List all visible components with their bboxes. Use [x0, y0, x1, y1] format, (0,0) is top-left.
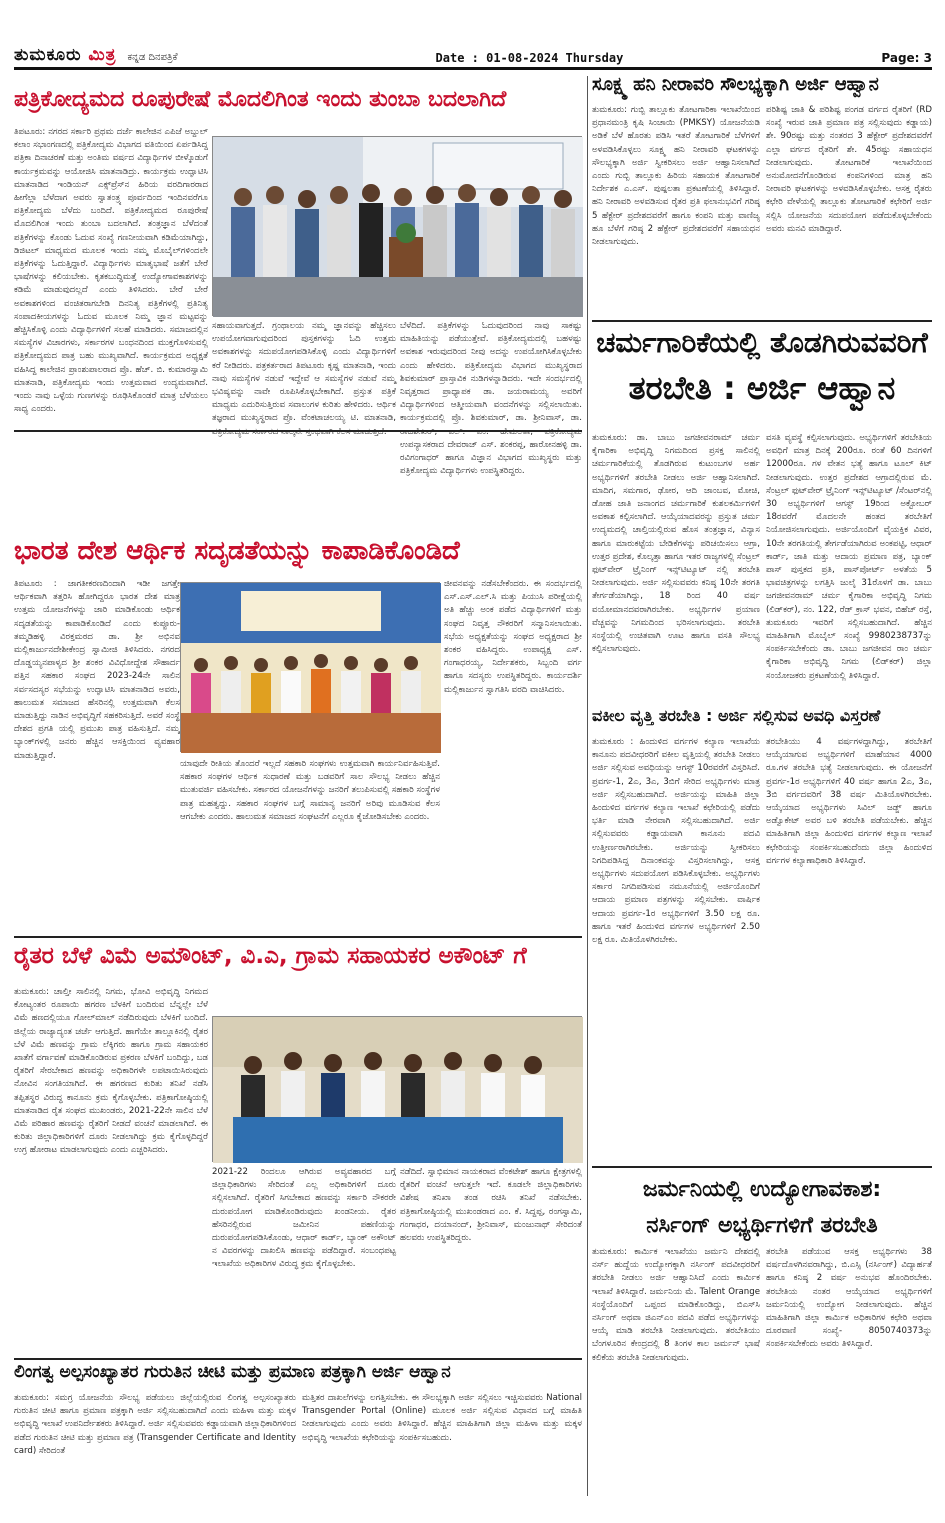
article-economy-col1: ತಿಪಟೂರು : ಜಾಗತೀಕರಣದಿಂದಾಗಿ ಇಡೀ ಜಗತ್ತೇ ಆರ್ಥಿಕವಾಗಿ ತತ್ತರಿಸಿ ಹೋಗಿದ್ದರೂ ಭಾರತ ದೇಶ ಮಾತ್ರ ಉತ್ತಮ ಯೋಜನೆಗಳನ್ನು ಜಾರಿ ಮಾಡಿಕೊಂಡು ಆರ್ಥಿಕ ಸದೃಡತೆಯನ್ನು ಕಾಪಾಡಿಕೊಂಡಿದೆ ಎಂದು ಕುಪ್ಪೂರು-ತಮ್ಮಡಿಹಳ್ಳಿ ವಿರಕ್ತಮಠದ ಡಾ. ಶ್ರೀ ಅಭಿನವ ಮಲ್ಲಿಕಾರ್ಜುನದೇಶೀಕೇಂದ್ರ ಸ್ವಾಮೀಜಿ ತಿಳಿಸಿದರು. ನಗರದ ದೊಡ್ಡಯ್ಯನಪಾಳ್ಯದ ಶ್ರೀ ಶಂಕರ ವಿವಿಧೋದ್ದೇಶ ಸೌಹಾರ್ದ ಪತ್ತಿನ ಸಹಕಾರ ಸಂಘದ 2023-24ನೇ ಸಾಲಿನ ಸರ್ವಸದಸ್ಯರ ಸಭೆಯನ್ನು ಉದ್ಘಾಟಿಸಿ ಮಾತನಾಡಿದ ಅವರು, ಹಾಲುಮತ ಸಮಾಜದ ಹೆಸರಿನಲ್ಲಿ ಉತ್ತಮವಾಗಿ ಕೆಲಸ ಮಾಡುತ್ತಿದ್ದು ನಾಡಿನ ಅಭಿವೃದ್ಧಿಗೆ ಸಹಕರಿಸುತ್ತಿದೆ. ಅವರೆ ಸಂಸ್ಥೆ ದೇಶದ ಪ್ರಗತಿ ಯಲ್ಲಿ ಪ್ರಮುಖ ಪಾತ್ರ ವಹಿಸುತ್ತಿದೆ. ನಮ್ಮ ಬ್ಯಾಂಕ್‌ಗಳಲ್ಲಿ ಜನರು ಹೆಚ್ಚಿನ ಆಸಕ್ತಿಯಿಂದ ವ್ಯವಹಾರ ಮಾಡುತ್ತಿದ್ದಾರೆ. — [14, 579, 180, 761]
photo-cooperative-meeting — [180, 582, 440, 752]
article-journalism-col2: ಸಹಾಯವಾಗುತ್ತದೆ. ಗ್ರಂಥಾಲಯ ನಮ್ಮ ಜ್ಞಾನವನ್ನು ಹೆಚ್ಚಿಸಲು ಉಪಯೋಗವಾಗುವುದರಿಂದ ಪುಸ್ತಕಗಳನ್ನು ಓದಿ ಉತ್ತಮ ಅವಕಾಶಗಳನ್ನು ಸದುಪಯೋಗಪಡಿಸಿಕೊಳ್ಳಿ ಎಂದು ವಿದ್ಯಾರ್ಥಿಗಳಿಗೆ ಕರೆ ನೀಡಿದರು. ಪತ್ರಕರ್ತರಾದ ತಿಪಟೂರು ಕೃಷ್ಣ ಮಾತನಾಡಿ, ಇಂದು ನಾವು ಸಮಸ್ಯೆಗಳ ನಡುವೆ ಇದ್ದೇವೆ ಆ ಸಮಸ್ಯೆಗಳ ನಡುವೆ ನಮ್ಮ ಭವಿಷ್ಯವನ್ನು ನಾವೇ ರೂಪಿಸಿಕೊಳ್ಳಬೇಕಾಗಿದೆ. ಪ್ರಸ್ತುತ ಪತ್ರಿಕೆ ಮಾಧ್ಯಮ ಎದುರಿಸುತ್ತಿರುವ ಸವಾಲುಗಳ ಕುರಿತು ಹೇಳಿದರು. ಆರ್ಥಿಕ ತಜ್ಞರಾದ ಮುಖ್ಯಸ್ಥರಾದ ಪ್ರೊ. ವೆಂಕಟಾಚಲಯ್ಯ ಟಿ. ಮಾತನಾಡಿ, — [212, 321, 396, 424]
headline-leather-training-line2: ತರಬೇತಿ : ಅರ್ಜಿ ಆಹ್ವಾನ — [628, 369, 896, 407]
article-economy-col2: ಯಾವುದೇ ರೀತಿಯ ತೊಂದರೆ ಇಲ್ಲದೆ ಸಹಕಾರಿ ಸಂಘಗಳು ಉತ್ತಮವಾಗಿ ಕಾರ್ಯನಿರ್ವಹಿಸುತ್ತಿವೆ. ಸಹಕಾರ ಸಂಘಗಳ ಆರ್ಥಿಕ ಸುಧಾರಣೆ ಮತ್ತು ಬಡವರಿಗೆ ಸಾಲ ಸೌಲಭ್ಯ ನೀಡಲು ಹೆಚ್ಚಿನ ಮುತುವರ್ಜಿ ವಹಿಸಬೇಕು. ಸರ್ಕಾರದ ಯೋಜನೆಗಳನ್ನು ಜನರಿಗೆ ತಲುಪಿಸುವಲ್ಲಿ ಸಹಕಾರಿ ಸಂಸ್ಥೆಗಳ ಪಾತ್ರ ಮಹತ್ವದ್ದು. ಸಹಕಾರ ಸಂಘಗಳ ಬಗ್ಗೆ ಸಾಮಾನ್ಯ ಜನರಿಗೆ ಅರಿವು ಮೂಡಿಸುವ ಕೆಲಸ ಆಗಬೇಕು ಎಂದರು. ಹಾಲುಮತ ಸಮಾಜದ ಸಂಘಟನೆಗೆ ಎಲ್ಲರೂ ಕೈಜೋಡಿಸಬೇಕು ಎಂದರು. — [180, 759, 440, 822]
headline-drip-irrigation: ಸೂಕ್ಷ್ಮ ಹನಿ ನೀರಾವರಿ ಸೌಲಭ್ಯಕ್ಕಾಗಿ ಅರ್ಜಿ ಆಹ್ವಾನ — [592, 74, 879, 95]
article-advocate-col1: ತುಮಕೂರು : ಹಿಂದುಳಿದ ವರ್ಗಗಳ ಕಲ್ಯಾಣ ಇಲಾಖೆಯ ಕಾನೂನು ಪದವೀಧರರಿಗೆ ವಕೀಲ ವೃತ್ತಿಯಲ್ಲಿ ತರಬೇತಿ ನೀಡಲು ಅರ್ಜಿ ಸಲ್ಲಿಸುವ ಅವಧಿಯನ್ನು ಆಗಸ್ಟ್ 10ರವರೆಗೆ ವಿಸ್ತರಿಸಿದೆ. ಪ್ರವರ್ಗ-1, 2ಎ, 3ಎ, 3ಬಿಗೆ ಸೇರಿದ ಅಭ್ಯರ್ಥಿಗಳು ಮಾತ್ರ ಅರ್ಜಿ ಸಲ್ಲಿಸಬಹುದಾಗಿದೆ. ಅರ್ಜಿಯನ್ನು ಮಾಹಿತಿ ಜಿಲ್ಲಾ ಹಿಂದುಳಿದ ವರ್ಗಗಳ ಕಲ್ಯಾಣ ಇಲಾಖೆ ಕಛೇರಿಯಲ್ಲಿ ಪಡೆದು ಭರ್ತಿ ಮಾಡಿ ನೇರವಾಗಿ ಸಲ್ಲಿಸಬಹುದಾಗಿದೆ. ಅರ್ಜಿ ಸಲ್ಲಿಸುವವರು ಕಡ್ಡಾಯವಾಗಿ ಕಾನೂನು ಪದವಿ ಉತ್ತೀರ್ಣರಾಗಿರಬೇಕು. ಅರ್ಜಿಯನ್ನು ಸ್ವೀಕರಿಸಲು ನಿಗದಿಪಡಿಸಿದ್ದ ದಿನಾಂಕವನ್ನು ವಿಸ್ತರಿಸಲಾಗಿದ್ದು, ಆಸಕ್ತ ಅಭ್ಯರ್ಥಿಗಳು ಸದುಪಯೋಗ ಪಡಿಸಿಕೊಳ್ಳಬೇಕು. ಅಭ್ಯರ್ಥಿಗಳು ಸರ್ಕಾರ ನಿಗದಿಪಡಿಸುವ ನಮೂನೆಯಲ್ಲಿ ಅರ್ಜಿಯೊಂದಿಗೆ ಆದಾಯ ಪ್ರಮಾಣ ಪತ್ರಗಳನ್ನು ಸಲ್ಲಿಸಬೇಕು. ವಾರ್ಷಿಕ ಆದಾಯ ಪ್ರವರ್ಗ-1ರ ಅಭ್ಯರ್ಥಿಗಳಿಗೆ 3.50 ಲಕ್ಷ ರೂ. ಹಾಗೂ ಇತರೆ ಹಿಂದುಳಿದ ವರ್ಗಗಳ ಅಭ್ಯರ್ಥಿಗಳಿಗೆ 2.50 ಲಕ್ಷ ರೂ. ಮಿತಿಯೊಳಗಿರಬೇಕು. — [592, 737, 760, 946]
article-crop-col1: ತುಮಕೂರು: ಚಾಲ್ತೀ ಸಾಲಿನಲ್ಲಿ ನಿಗಮ, ಭೋವಿ ಅಭಿವೃದ್ಧಿ ನಿಗಮದ ಕೋಟ್ಯಂತರ ರೂಪಾಯಿ ಹಗರಣ ಬೆಳಕಿಗೆ ಬಂದಿರುವ ಬೆನ್ನಲ್ಲೇ ಬೆಳೆ ವಿಮೆ ಹಣದಲ್ಲಿಯೂ ಗೋಲ್‌ಮಾಲ್ ನಡೆದಿರುವುದು ಬೆಳಕಿಗೆ ಬಂದಿದೆ. ಜಿಲ್ಲೆಯ ರಾಜ್ಯಾದ್ಯಂತ ಚರ್ಚೆ ಆಗುತ್ತಿದೆ. ಹಾಗೆಯೇ ತಾಲ್ಲೂಕಿನಲ್ಲಿ ರೈತರ ಬೆಳೆ ವಿಮೆ ಹಣವನ್ನು ಗ್ರಾಮ ಲೆಕ್ಕಿಗರು ಹಾಗೂ ಗ್ರಾಮ ಸಹಾಯಕರ ಖಾತೆಗೆ ವರ್ಗಾವಣೆ ಮಾಡಿಕೊಂಡಿರುವ ಪ್ರಕರಣ ಬೆಳಕಿಗೆ ಬಂದಿದ್ದು, ಬಡ ರೈತರಿಗೆ ಸೇರಬೇಕಾದ ಹಣವನ್ನು ಅಧಿಕಾರಿಗಳೇ ಲಪಟಾಯಿಸಿರುವುದು ನೋವಿನ ಸಂಗತಿಯಾಗಿದೆ. ಈ ಹಗರಣದ ಕುರಿತು ತನಿಖೆ ನಡೆಸಿ ತಪ್ಪಿತಸ್ಥರ ವಿರುದ್ಧ ಕಾನೂನು ಕ್ರಮ ಕೈಗೊಳ್ಳಬೇಕು. ಪತ್ರಿಕಾಗೋಷ್ಠಿಯಲ್ಲಿ ಮಾತನಾಡಿದ ರೈತ ಸಂಘದ ಮುಖಂಡರು, 2021-22ನೇ ಸಾಲಿನ ಬೆಳೆ ವಿಮೆ ಪರಿಹಾರ ಹಣವನ್ನು ರೈತರಿಗೆ ನೀಡದೆ ವಂಚನೆ ಮಾಡಲಾಗಿದೆ. ಈ ಕುರಿತು ಜಿಲ್ಲಾಧಿಕಾರಿಗಳಿಗೆ ದೂರು ನೀಡಲಾಗಿದ್ದು ಕ್ರಮ ಕೈಗೊಳ್ಳದಿದ್ದರೆ ಉಗ್ರ ಹೋರಾಟ ಮಾಡಲಾಗುವುದು ಎಂದು ಎಚ್ಚರಿಸಿದರು. — [14, 987, 208, 1156]
article-leather-col1: ತುಮಕೂರು: ಡಾ. ಬಾಬು ಜಗಜೀವನರಾಮ್ ಚರ್ಮ ಕೈಗಾರಿಕಾ ಅಭಿವೃದ್ಧಿ ನಿಗಮದಿಂದ ಪ್ರಸಕ್ತ ಸಾಲಿನಲ್ಲಿ ಚರ್ಮಗಾರಿಕೆಯಲ್ಲಿ ತೊಡಗಿರುವ ಕುಟುಂಬಗಳ ಅರ್ಹ ಅಭ್ಯರ್ಥಿಗಳಿಗೆ ತರಬೇತಿ ನೀಡಲು ಅರ್ಜಿ ಆಹ್ವಾನಿಸಲಾಗಿದೆ. ಮಾದಿಗ, ಸಮಗಾರ, ಢೋರ, ಆದಿ ಜಾಂಬವ, ಮೋಚಿ, ಡೋಹ ಜಾತಿ ಜನಾಂಗದ ಚರ್ಮಗಾರಿಕೆ ಕುಶಲಕರ್ಮಿಗಳಿಗೆ ಅವಕಾಶ ಕಲ್ಪಿಸಲಾಗಿದೆ. ಆಯ್ಕೆಯಾದವರನ್ನು ಪ್ರಸ್ತುತ ಚರ್ಮ ಉದ್ಯಮದಲ್ಲಿ ಚಾಲ್ತಿಯಲ್ಲಿರುವ ಹೊಸ ತಂತ್ರಜ್ಞಾನ, ವಿನ್ಯಾಸ ಹಾಗೂ ಮಾರುಕಟ್ಟೆಯ ಬೇಡಿಕೆಗಳನ್ನು ಪರಿಚಯಿಸಲು ಆಗ್ರಾ, ಉತ್ತರ ಪ್ರದೇಶ, ಕೊಲ್ಕತ್ತಾ ಹಾಗೂ ಇತರ ರಾಜ್ಯಗಳಲ್ಲಿ ಸೆಂಟ್ರಲ್ ಫುಟ್‌ವೇರ್ ಟ್ರೈನಿಂಗ್ ಇನ್ಸ್‌ಟಿಟ್ಯೂಟ್ ನಲ್ಲಿ ತರಬೇತಿ ನೀಡಲಾಗುವುದು. ಅರ್ಜಿ ಸಲ್ಲಿಸುವವರು ಕನಿಷ್ಠ 10ನೇ ತರಗತಿ ತೇರ್ಗಡೆಯಾಗಿದ್ದು, 18 ರಿಂದ 40 ವರ್ಷ ವಯೋಮಾನದವರಾಗಿರಬೇಕು. ಅಭ್ಯರ್ಥಿಗಳ ಪ್ರಯಾಣ ವೆಚ್ಚವನ್ನು ನಿಗಮದಿಂದ ಭರಿಸಲಾಗುವುದು. ತರಬೇತಿ ಸಂಸ್ಥೆಯಲ್ಲಿ ಉಚಿತವಾಗಿ ಊಟ ಹಾಗೂ ವಸತಿ ಸೌಲಭ್ಯ ಕಲ್ಪಿಸಲಾಗುವುದು. — [592, 433, 760, 655]
divider — [14, 430, 582, 432]
issue-date: Date : 01-08-2024 Thursday — [435, 51, 624, 65]
article-leather-col2: ವಸತಿ ವ್ಯವಸ್ಥೆ ಕಲ್ಪಿಸಲಾಗುವುದು. ಅಭ್ಯರ್ಥಿಗಳಿಗೆ ತರಬೇತಿಯ ಅವಧಿಗೆ ಮಾತ್ರ ದಿನಕ್ಕೆ 200ರೂ. ರಂತೆ 60 ದಿನಗಳಿಗೆ 12000ರೂ. ಗಳ ವೇತನ ಭತ್ಯೆ ಹಾಗೂ ಟೂಲ್ ಕಿಟ್ ನೀಡಲಾಗುವುದು. ಉತ್ತರ ಪ್ರದೇಶದ ಆಗ್ರಾದಲ್ಲಿರುವ ಮೆ. ಸೆಂಟ್ರಲ್ ಫುಟ್‌ವೇರ್ ಟ್ರೈನಿಂಗ್ ಇನ್ಸ್‌ಟಿಟ್ಯೂಟ್ /ಸೆಂಟರ್‌ನಲ್ಲಿ 30 ಅಭ್ಯರ್ಥಿಗಳಿಗೆ ಆಗಸ್ಟ್ 19ರಿಂದ ಅಕ್ಟೋಬರ್ 18ರವರೆಗೆ ಮೊದಲನೇ ಹಂತದ ತರಬೇತಿಗೆ ನಿಯೋಜಿಸಲಾಗುವುದು. ಅರ್ಜಿಯೊಂದಿಗೆ ವೈಯಕ್ತಿಕ ವಿವರ, 10ನೇ ತರಗತಿಯಲ್ಲಿ ತೇರ್ಗಡೆಯಾಗಿರುವ ಅಂಕಪಟ್ಟಿ, ಆಧಾರ್ ಕಾರ್ಡ್, ಜಾತಿ ಮತ್ತು ಆದಾಯ ಪ್ರಮಾಣ ಪತ್ರ, ಬ್ಯಾಂಕ್ ಪಾಸ್ ಪುಸ್ತಕದ ಪ್ರತಿ, ಪಾಸ್‌ಪೋರ್ಟ್ ಅಳತೆಯ 5 ಭಾವಚಿತ್ರಗಳನ್ನು ಲಗತ್ತಿಸಿ ಜುಲೈ 31ರೊಳಗೆ ಡಾ. ಬಾಬು ಜಗಜೀವನರಾಮ್ ಚರ್ಮ ಕೈಗಾರಿಕಾ ಅಭಿವೃದ್ಧಿ ನಿಗಮ (ಲಿಡ್‌ಕರ್), ನಂ. 122, ರೆಡ್ ಕ್ರಾಸ್ ಭವನ, ಬಿಹೆಚ್ ರಸ್ತೆ, ತುಮಕೂರು ಇವರಿಗೆ ಸಲ್ಲಿಸಬಹುದಾಗಿದೆ. ಹೆಚ್ಚಿನ ಮಾಹಿತಿಗಾಗಿ ಮೊಬೈಲ್ ಸಂಖ್ಯೆ 9980238737ನ್ನು ಸಂಪರ್ಕಿಸಬೇಕೆಂದು ಡಾ. ಬಾಬು ಜಗಜೀವನ ರಾಂ ಚರ್ಮ ಕೈಗಾರಿಕಾ ಅಭಿವೃದ್ಧಿ ನಿಗಮ (ಲಿಡ್‌ಕರ್) ಜಿಲ್ಲಾ ಸಂಯೋಜಕರು ಪ್ರಕಟಣೆಯಲ್ಲಿ ತಿಳಿಸಿದ್ದಾರೆ. — [766, 433, 932, 681]
headline-germany-jobs-line1: ಜರ್ಮನಿಯಲ್ಲಿ ಉದ್ಯೋಗಾವಕಾಶ: — [642, 1177, 882, 1202]
article-transgender-col2: ಮತ್ತಿತರ ದಾಖಲೆಗಳನ್ನು ಲಗತ್ತಿಸಬೇಕು. ಈ ಸೌಲಭ್ಯಕ್ಕಾಗಿ ಅರ್ಜಿ ಸಲ್ಲಿಸಲು ಇಚ್ಚಿಸುವವರು National Transgender Portal (Online) ಮೂಲಕ ಅರ್ಜಿ ಸಲ್ಲಿಸುವ ವಿಧಾನದ ಬಗ್ಗೆ ಮಾಹಿತಿ ನೀಡಲಾಗುವುದು ಎಂದು ಅವರು ತಿಳಿಸಿದ್ದಾರೆ. ಹೆಚ್ಚಿನ ಮಾಹಿತಿಗಾಗಿ ಜಿಲ್ಲಾ ಮಹಿಳಾ ಮತ್ತು ಮಕ್ಕಳ ಅಭಿವೃದ್ಧಿ ಇಲಾಖೆಯ ಕಛೇರಿಯನ್ನು ಸಂಪರ್ಕಿಸಬಹುದು. — [302, 1393, 582, 1443]
headline-leather-training-line1: ಚರ್ಮಗಾರಿಕೆಯಲ್ಲಿ ತೊಡಗಿರುವವರಿಗೆ — [596, 326, 928, 359]
article-crop-col3: ನಡೆದಿದೆ. ಸ್ವಾಭಿಮಾನ ನಾಯಕರಾದ ವೆಂಕಟೇಶ್ ಹಾಗೂ ಕ್ಷೇತ್ರಗಳಲ್ಲಿ ರೈತರಿಗೆ ವಂಚನೆ ಆಗುತ್ತಲೇ ಇದೆ. ಕೂಡಲೇ ಜಿಲ್ಲಾಧಿಕಾರಿಗಳು ವಿಶೇಷ ತನಿಖಾ ತಂಡ ರಚಿಸಿ ತನಿಖೆ ನಡೆಸಬೇಕು. ಪತ್ರಿಕಾಗೋಷ್ಠಿಯಲ್ಲಿ ಮುಖಂಡರಾದ ಎಂ. ಕೆ. ಸಿದ್ದಪ್ಪ, ರಂಗಸ್ವಾಮಿ, ಗಂಗಾಧರ, ದಯಾನಂದ್, ಶ್ರೀನಿವಾಸ್, ಮಂಜುನಾಥ್ ಸೇರಿದಂತೆ ಹಲವರು ಉಪಸ್ಥಿತರಿದ್ದರು. — [400, 1167, 582, 1244]
headline-journalism: ಪತ್ರಿಕೋದ್ಯಮದ ರೂಪುರೇಷೆ ಮೊದಲಿಗಿಂತ ಇಂದು ತುಂಬಾ ಬದಲಾಗಿದೆ — [14, 87, 507, 112]
headline-crop-insurance: ರೈತರ ಬೆಳೆ ವಿಮೆ ಅಮೌಂಟ್, ವಿ.ಎ, ಗ್ರಾಮ ಸಹಾಯಕರ ಅಕೌಂಟ್ ಗೆ — [14, 943, 527, 969]
article-advocate-col2: ತರಬೇತಿಯು 4 ವರ್ಷಗಳದ್ದಾಗಿದ್ದು, ತರಬೇತಿಗೆ ಆಯ್ಕೆಯಾಗುವ ಅಭ್ಯರ್ಥಿಗಳಿಗೆ ಮಾಹೆಯಾನ 4000 ರೂ.ಗಳ ತರಬೇತಿ ಭತ್ಯೆ ನೀಡಲಾಗುವುದು. ಈ ಯೋಜನೆಗೆ ಪ್ರವರ್ಗ-1ರ ಅಭ್ಯರ್ಥಿಗಳಿಗೆ 40 ವರ್ಷ ಹಾಗೂ 2ಎ, 3ಎ, 3ಬಿ ವರ್ಗದವರಿಗೆ 38 ವರ್ಷ ಮಿತಿಯೊಳಗಿರಬೇಕು. ಆಯ್ಕೆಯಾದ ಅಭ್ಯರ್ಥಿಗಳು ಸಿವಿಲ್ ಜಡ್ಜ್ ಹಾಗೂ ಅಡ್ವೊಕೇಟ್ ಅವರ ಬಳಿ ತರಬೇತಿ ಪಡೆಯಬೇಕು. ಹೆಚ್ಚಿನ ಮಾಹಿತಿಗಾಗಿ ಜಿಲ್ಲಾ ಹಿಂದುಳಿದ ವರ್ಗಗಳ ಕಲ್ಯಾಣ ಇಲಾಖೆ ಕಛೇರಿಯನ್ನು ಸಂಪರ್ಕಿಸಬಹುದೆಂದು ಜಿಲ್ಲಾ ಹಿಂದುಳಿದ ವರ್ಗಗಳ ಕಲ್ಯಾಣಾಧಿಕಾರಿ ತಿಳಿಸಿದ್ದಾರೆ. — [766, 737, 932, 866]
headline-germany-jobs-line2: ನರ್ಸಿಂಗ್ ಅಭ್ಯರ್ಥಿಗಳಿಗೆ ತರಬೇತಿ — [646, 1213, 878, 1238]
masthead — [14, 45, 932, 70]
page-number: Page: 3 — [881, 51, 932, 65]
article-germany-col2: ತರಬೇತಿ ಪಡೆಯುವ ಆಸಕ್ತ ಅಭ್ಯರ್ಥಿಗಳು 38 ವರ್ಷದೊಳಗಿನವರಾಗಿದ್ದು, ಬಿ.ಎಸ್ಸಿ (ನರ್ಸಿಂಗ್) ವಿದ್ಯಾರ್ಹತೆ ಹಾಗೂ ಕನಿಷ್ಠ 2 ವರ್ಷ ಅನುಭವ ಹೊಂದಿರಬೇಕು. ತರಬೇತಿಯ ನಂತರ ಆಯ್ಕೆಯಾದ ಅಭ್ಯರ್ಥಿಗಳಿಗೆ ಜರ್ಮನಿಯಲ್ಲಿ ಉದ್ಯೋಗ ನೀಡಲಾಗುವುದು. ಹೆಚ್ಚಿನ ಮಾಹಿತಿಗಾಗಿ ಜಿಲ್ಲಾ ಕಾರ್ಮಿಕ ಅಧಿಕಾರಿಗಳ ಕಛೇರಿ ಅಥವಾ ದೂರವಾಣಿ ಸಂಖ್ಯೆ- 8050740373ನ್ನು ಸಂಪರ್ಕಿಸಬೇಕೆಂದು ಅವರು ತಿಳಿಸಿದ್ದಾರೆ. — [766, 1247, 932, 1350]
column-rule — [587, 76, 588, 1496]
article-economy-col3: ಜೀವನವನ್ನು ನಡೆಸಬೇಕೆಂದರು. ಈ ಸಂದರ್ಭದಲ್ಲಿ ಎಸ್.ಎಸ್.ಎಲ್.ಸಿ ಮತ್ತು ಪಿಯುಸಿ ಪರೀಕ್ಷೆಯಲ್ಲಿ ಅತಿ ಹೆಚ್ಚು ಅಂಕ ಪಡೆದ ವಿದ್ಯಾರ್ಥಿಗಳಿಗೆ ಮತ್ತು ಸಂಘದ ನಿವೃತ್ತ ನೌಕರರಿಗೆ ಸನ್ಮಾನಿಸಲಾಯಿತು. ಸಭೆಯ ಅಧ್ಯಕ್ಷತೆಯನ್ನು ಸಂಘದ ಅಧ್ಯಕ್ಷರಾದ ಶ್ರೀ ಶಂಕರ ವಹಿಸಿದ್ದರು. ಉಪಾಧ್ಯಕ್ಷ ಎಸ್. ಗಂಗಾಧರಯ್ಯ, ನಿರ್ದೇಶಕರು, ಸಿಬ್ಬಂದಿ ವರ್ಗ ಹಾಗೂ ಸದಸ್ಯರು ಉಪಸ್ಥಿತರಿದ್ದರು. ಕಾರ್ಯದರ್ಶಿ ಮಲ್ಲಿಕಾರ್ಜುನ ಸ್ವಾಗತಿಸಿ ವರದಿ ವಾಚಿಸಿದರು. — [444, 579, 582, 695]
brand-name: ತುಮಕೂರು ಮಿತ್ರ — [14, 45, 117, 65]
headline-economy: ಭಾರತ ದೇಶ ಆರ್ಥಿಕ ಸದೃಡತೆಯನ್ನು ಕಾಪಾಡಿಕೊಂಡಿದೆ — [14, 536, 460, 566]
article-germany-col1: ತುಮಕೂರು: ಕಾರ್ಮಿಕ ಇಲಾಖೆಯು ಜರ್ಮನಿ ದೇಶದಲ್ಲಿ ನರ್ಸ್ ಹುದ್ದೆಯ ಉದ್ಯೋಗಕ್ಕಾಗಿ ನರ್ಸಿಂಗ್ ಪದವೀಧರರಿಗೆ ತರಬೇತಿ ನೀಡಲು ಅರ್ಜಿ ಆಹ್ವಾನಿಸಿದೆ ಎಂದು ಕಾರ್ಮಿಕ ಇಲಾಖೆ ತಿಳಿಸಿದ್ದಾರೆ. ಜರ್ಮನಿಯ ಮೆ. Talent Orange ಸಂಸ್ಥೆಯೊಂದಿಗೆ ಒಪ್ಪಂದ ಮಾಡಿಕೊಂಡಿದ್ದು, ಬಿಎಸ್‌ಸಿ ನರ್ಸಿಂಗ್ ಅಥವಾ ಜಿಎನ್‌ಎಂ ಪದವಿ ಪಡೆದ ಅಭ್ಯರ್ಥಿಗಳನ್ನು ಆಯ್ಕೆ ಮಾಡಿ ತರಬೇತಿ ನೀಡಲಾಗುವುದು. ತರಬೇತಿಯು ಬೆಂಗಳೂರಿನ ಕೇಂದ್ರದಲ್ಲಿ 8 ತಿಂಗಳ ಕಾಲ ಜರ್ಮನ್ ಭಾಷೆ ಕಲಿಕೆಯ ತರಬೇತಿ ನೀಡಲಾಗುವುದು. — [592, 1247, 760, 1363]
brand — [14, 45, 178, 65]
article-transgender-col1: ತುಮಕೂರು: ಸಮಗ್ರ ಯೋಜನೆಯ ಸೌಲಭ್ಯ ಪಡೆಯಲು ಜಿಲ್ಲೆಯಲ್ಲಿರುವ ಲಿಂಗತ್ವ ಅಲ್ಪಸಂಖ್ಯಾತರು ಗುರುತಿನ ಚೀಟಿ ಹಾಗೂ ಪ್ರಮಾಣ ಪತ್ರಕ್ಕಾಗಿ ಅರ್ಜಿ ಸಲ್ಲಿಸಬಹುದಾಗಿದೆ ಎಂದು ಮಹಿಳಾ ಮತ್ತು ಮಕ್ಕಳ ಅಭಿವೃದ್ಧಿ ಇಲಾಖೆ ಉಪನಿರ್ದೇಶಕರು ತಿಳಿಸಿದ್ದಾರೆ. ಅರ್ಜಿ ಸಲ್ಲಿಸುವವರು ಕಡ್ಡಾಯವಾಗಿ ಜಿಲ್ಲಾಧಿಕಾರಿಗಳಿಂದ ಪಡೆದ ಗುರುತಿನ ಚೀಟಿ ಮತ್ತು ಪ್ರಮಾಣ ಪತ್ರ (Transgender Certificate and Identity card) ಸೇರಿದಂತೆ — [14, 1393, 296, 1456]
photo-journalism-event — [212, 136, 582, 316]
article-irrigation-col2: ಪರಿಶಿಷ್ಟ ಜಾತಿ & ಪರಿಶಿಷ್ಟ ಪಂಗಡ ವರ್ಗದ ರೈತರಿಗೆ (RD ಸಂಖ್ಯೆ ಇರುವ ಜಾತಿ ಪ್ರಮಾಣ ಪತ್ರ ಸಲ್ಲಿಸುವುದು ಕಡ್ಡಾಯ) ಶೇ. 90ರಷ್ಟು ಮತ್ತು ನಂತರದ 3 ಹೆಕ್ಟೇರ್ ಪ್ರದೇಶದವರೆಗೆ ಎಲ್ಲಾ ವರ್ಗದ ರೈತರಿಗೆ ಶೇ. 45ರಷ್ಟು ಸಹಾಯಧನ ನೀಡಲಾಗುವುದು. ತೋಟಗಾರಿಕೆ ಇಲಾಖೆಯಿಂದ ಅನುಮೋದನೆಗೊಂಡಿರುವ ಕಂಪನಿಗಳಿಂದ ಮಾತ್ರ ಹನಿ ನೀರಾವರಿ ಘಟಕಗಳನ್ನು ಅಳವಡಿಸಿಕೊಳ್ಳಬೇಕು. ಆಸಕ್ತ ರೈತರು ಕಛೇರಿ ವೇಳೆಯಲ್ಲಿ ತಾಲ್ಲೂಕು ತೋಟಗಾರಿಕೆ ಕಛೇರಿಗೆ ಅರ್ಜಿ ಸಲ್ಲಿಸಿ ಯೋಜನೆಯ ಸದುಪಯೋಗ ಪಡೆದುಕೊಳ್ಳಬೇಕೆಂದು ಅವರು ಮನವಿ ಮಾಡಿದ್ದಾರೆ. — [766, 105, 932, 234]
article-journalism-col1: ತಿಪಟೂರು: ನಗರದ ಸರ್ಕಾರಿ ಪ್ರಥಮ ದರ್ಜೆ ಕಾಲೇಜಿನ ಎಪಿಜೆ ಅಬ್ದುಲ್ ಕಲಾಂ ಸಭಾಂಗಣದಲ್ಲಿ ಪತ್ರಿಕೋದ್ಯಮ ವಿಭಾಗದ ವತಿಯಿಂದ ಏರ್ಪಡಿಸಿದ್ದ ಪತ್ರಿಕಾ ದಿನಾಚರಣೆ ಮತ್ತು ಅಂತಿಮ ವರ್ಷದ ವಿದ್ಯಾರ್ಥಿಗಳ ಬೀಳ್ಕೊಡುಗೆ ಕಾರ್ಯಕ್ರಮವನ್ನು ಆಯೋಜಿಸಿ ಮಾತನಾಡಿದ್ರು. ಕಾರ್ಯಕ್ರಮ ಉದ್ಘಾಟಿಸಿ ಮಾತನಾಡಿದ ಇಂಡಿಯನ್ ಎಕ್ಸ್‌ಪ್ರೆಸ್‌ನ ಹಿರಿಯ ವರದಿಗಾರರಾದ ಹೀಗೆಲ್ಲಾ ಬೆಳೆದಾಗ ಅವರು ಸ್ವಾತಂತ್ರ್ಯ ಪೂರ್ವದಿಂದ ಇಂದಿನವರೆಗೂ ಪತ್ರಿಕೋದ್ಯಮ ಬೆಳೆದು ಬಂದಿದೆ. ಪತ್ರಿಕೋದ್ಯಮದ ರೂಪುರೇಷೆ ಮೊದಲಿಗಿಂತ ಇಂದು ತುಂಬಾ ಬದಲಾಗಿದೆ. ತಂತ್ರಜ್ಞಾನ ಬೆಳೆದಂತೆ ಪತ್ರಿಕೆಗಳನ್ನು ಕೊಂಡು ಓದುವ ಸಂಖ್ಯೆ ಗಣನೀಯವಾಗಿ ಕಡಿಮೆಯಾಗಿದ್ದು, ಡಿಜಿಟಲ್ ಮಾಧ್ಯಮದ ಮೂಲಕ ಇಂದು ನಮ್ಮ ಮೊಬೈಲ್‌ಗಳಿಂದಲೇ ಪತ್ರಿಕೆಗಳನ್ನು ಓದುತ್ತಿದ್ದಾರೆ. ವಿದ್ಯಾರ್ಥಿಗಳು ಮಾತೃಭಾಷೆ ಜತೆಗೆ ಬೇರೆ ಭಾಷೆಗಳನ್ನು ಕಲಿಯಬೇಕು. ಕೃತಕಬುದ್ಧಿಮತ್ತೆ ಉದ್ಯೋಗಾವಕಾಶಗಳನ್ನು ಕಡಿಮೆ ಮಾಡುವುದಲ್ಲದೆ ಎಂದು ತಿಳಿಸಿದರು. ಬೇರೆ ಬೇರೆ ಅವಕಾಶಗಳಿಂದ ವಂಚಿತರಾಗಬೇಡಿ ದಿನನಿತ್ಯ ಪತ್ರಿಕೆಗಳಲ್ಲಿ ಪ್ರತಿನಿತ್ಯ ಸಂಪಾದಕೀಯಗಳನ್ನು ಓದುವ ಮೂಲಕ ನಿಮ್ಮ ಜ್ಞಾನ ಮಟ್ಟವನ್ನು ಹೆಚ್ಚಿಸಿಕೊಳ್ಳಿ ಎಂದು ವಿದ್ಯಾರ್ಥಿಗಳಿಗೆ ಸಲಹೆ ಮಾಡಿದರು. ಸಮಾಜದಲ್ಲಿನ ಸಮಸ್ಯೆಗಳ ವಿಚಾರಗಳು, ಸರ್ಕಾರಗಳ ಬಂಧನದಿಂದ ಮುಕ್ತಗೊಳಿಸುವಲ್ಲಿ ಪತ್ರಿಕೋದ್ಯಮದ ಪಾತ್ರ ಬಹು ಮುಖ್ಯವಾಗಿದೆ. ಕಾರ್ಯಕ್ರಮದ ಅಧ್ಯಕ್ಷತೆ ವಹಿಸಿದ್ದ ಕಾಲೇಜಿನ ಪ್ರಾಂಶುಪಾಲರಾದ ಪ್ರೊ. ಹೆಚ್. ಬಿ. ಕುಮಾರಸ್ವಾಮಿ ಮಾತನಾಡಿ, ಪತ್ರಿಕೋದ್ಯಮ ಇಂದು ಉತ್ತಮವಾದ ಉದ್ಯಮವಾಗಿದೆ. ಇಂದು ನಾವು ಒಳ್ಳೆಯ ಗುಣಗಳನ್ನು ರೂಢಿಸಿಕೊಂಡರೆ ಮಾತ್ರ ಬೆಳೆಯಲು ಸಾಧ್ಯ ಎಂದರು. — [14, 127, 208, 415]
headline-transgender-id: ಲಿಂಗತ್ವ ಅಲ್ಪಸಂಖ್ಯಾತರ ಗುರುತಿನ ಚೀಟಿ ಮತ್ತು ಪ್ರಮಾಣ ಪತ್ರಕ್ಕಾಗಿ ಅರ್ಜಿ ಆಹ್ವಾನ — [14, 1362, 451, 1382]
divider — [592, 320, 932, 322]
divider — [592, 1166, 932, 1168]
brand-tagline: ಕನ್ನಡ ದಿನಪತ್ರಿಕೆ — [127, 52, 178, 63]
article-journalism-col3: ಬೆಳೆದಿದೆ. ಪತ್ರಿಕೆಗಳನ್ನು ಓದುವುದರಿಂದ ನಾವು ಸಾಕಷ್ಟು ಮಾಹಿತಿಯನ್ನು ಪಡೆಯುತ್ತೇವೆ. ಪತ್ರಿಕೋದ್ಯಮದಲ್ಲಿ ಬಹಳಷ್ಟು ಅವಕಾಶ ಇರುವುದರಿಂದ ನೀವು ಅದನ್ನು ಉಪಯೋಗಿಸಿಕೊಳ್ಳಬೇಕು ಎಂದು ಹೇಳಿದರು. ಪತ್ರಿಕೋದ್ಯಮ ವಿಭಾಗದ ಮುಖ್ಯಸ್ಥರಾದ ಶಿವಕುಮಾರ್ ಪ್ರಾಸ್ತಾವಿಕ ನುಡಿಗಳನ್ನಾಡಿದರು. ಇದೇ ಸಂದರ್ಭದಲ್ಲಿ ನಿವೃತ್ತರಾದ ಪ್ರಾಧ್ಯಾಪಕ ಡಾ. ಜಯರಾಮಯ್ಯ ಅವರಿಗೆ ವಿದ್ಯಾರ್ಥಿಗಳಿಂದ ಆತ್ಮೀಯವಾಗಿ ವಂದನೆಗಳನ್ನು ಸಲ್ಲಿಸಲಾಯಿತು. ಕಾರ್ಯಕ್ರಮದಲ್ಲಿ ಪ್ರೊ. ಶಿವಕುಮಾರ್, ಡಾ. ಶ್ರೀನಿವಾಸ್, ಡಾ. ಉಪನ್ಯಾಸಕರಾದ ದೇವರಾಜ್ ಎಸ್. ಶಂಕರಪ್ಪ, ಹಾರೋನಹಳ್ಳಿ ಡಾ. ರವಿಗಂಗಾಧರ್ ಹಾಗೂ ವಿಜ್ಞಾನ ವಿಭಾಗದ ಮುಖ್ಯಸ್ಥರು ಮತ್ತು ಪತ್ರಿಕೋದ್ಯಮ ವಿದ್ಯಾರ್ಥಿಗಳು ಉಪಸ್ಥಿತರಿದ್ದರು. — [400, 321, 582, 477]
article-crop-col2: 2021-22 ರಿಂದಲೂ ಆಗಿರುವ ಅವ್ಯವಹಾರದ ಬಗ್ಗೆ ಜಿಲ್ಲಾಧಿಕಾರಿಗಳು ಸೇರಿದಂತೆ ಎಲ್ಲ ಅಧಿಕಾರಿಗಳಿಗೆ ದೂರು ಸಲ್ಲಿಸಲಾಗಿದೆ. ರೈತರಿಗೆ ಸಿಗಬೇಕಾದ ಹಣವನ್ನು ಸರ್ಕಾರಿ ನೌಕರರೇ ದುರುಪಯೋಗ ಮಾಡಿಕೊಂಡಿರುವುದು ಖಂಡನೀಯ. ರೈತರ ಹೆಸರಿನಲ್ಲಿರುವ ಜಮೀನಿನ ಪಹಣಿಯನ್ನು ದುರುಪಯೋಗಪಡಿಸಿಕೊಂಡು, ಆಧಾರ್ ಕಾರ್ಡ್, ಬ್ಯಾಂಕ್ ಅಕೌಂಟ್ ನ ವಿವರಗಳನ್ನು ದಾಖಲಿಸಿ ಹಣವನ್ನು ಪಡೆದಿದ್ದಾರೆ. ಸಂಬಂಧಪಟ್ಟ ಇಲಾಖೆಯ ಅಧಿಕಾರಿಗಳ ವಿರುದ್ಧ ಕ್ರಮ ಕೈಗೊಳ್ಳಬೇಕು. — [212, 1167, 396, 1270]
divider — [14, 936, 582, 938]
headline-advocate-training: ವಕೀಲ ವೃತ್ತಿ ತರಬೇತಿ : ಅರ್ಜಿ ಸಲ್ಲಿಸುವ ಅವಧಿ ವಿಸ್ತರಣೆ — [592, 706, 881, 725]
photo-farmers-press-meet — [212, 1016, 582, 1162]
article-irrigation-col1: ತುಮಕೂರು: ಗುಬ್ಬಿ ತಾಲ್ಲೂಕು ತೋಟಗಾರಿಕಾ ಇಲಾಖೆಯಿಂದ ಪ್ರಧಾನಮಂತ್ರಿ ಕೃಷಿ ಸಿಂಚಾಯಿ (PMKSY) ಯೋಜನೆಯಡಿ ಅಡಿಕೆ ಬೆಳೆ ಹೊರತು ಪಡಿಸಿ ಇತರೆ ತೋಟಗಾರಿಕೆ ಬೆಳೆಗಳಿಗೆ ಅಳವಡಿಸಿಕೊಳ್ಳಲು ಸೂಕ್ಷ್ಮ ಹನಿ ನೀರಾವರಿ ಘಟಕಗಳನ್ನು ಸೌಲಭ್ಯಕ್ಕಾಗಿ ಅರ್ಜಿ ಸ್ವೀಕರಿಸಲು ಅರ್ಜಿ ಆಹ್ವಾನಿಸಲಾಗಿದೆ ಎಂದು ಗುಬ್ಬಿ ತಾಲ್ಲೂಕು ಹಿರಿಯ ಸಹಾಯಕ ತೋಟಗಾರಿಕೆ ನಿರ್ದೇಶಕ ಎ.ಎಸ್. ಪುಷ್ಪಲತಾ ಪ್ರಕಟಣೆಯಲ್ಲಿ ತಿಳಿಸಿದ್ದಾರೆ. ಹನಿ ನೀರಾವರಿ ಅಳವಡಿಸುವ ರೈತರ ಪ್ರತಿ ಫಲಾನುಭವಿಗೆ ಗರಿಷ್ಠ 5 ಹೆಕ್ಟೇರ್ ಪ್ರದೇಶದವರೆಗೆ ಹಾಗೂ ಕಂಪನಿ ಮತ್ತು ವಾಣಿಜ್ಯ ಹೂ ಬೆಳೆಗೆ ಗರಿಷ್ಠ 2 ಹೆಕ್ಟೇರ್ ಪ್ರದೇಶದವರೆಗೆ ಸಹಾಯಧನ ನೀಡಲಾಗುವುದು. — [592, 105, 760, 248]
divider — [14, 1358, 582, 1360]
